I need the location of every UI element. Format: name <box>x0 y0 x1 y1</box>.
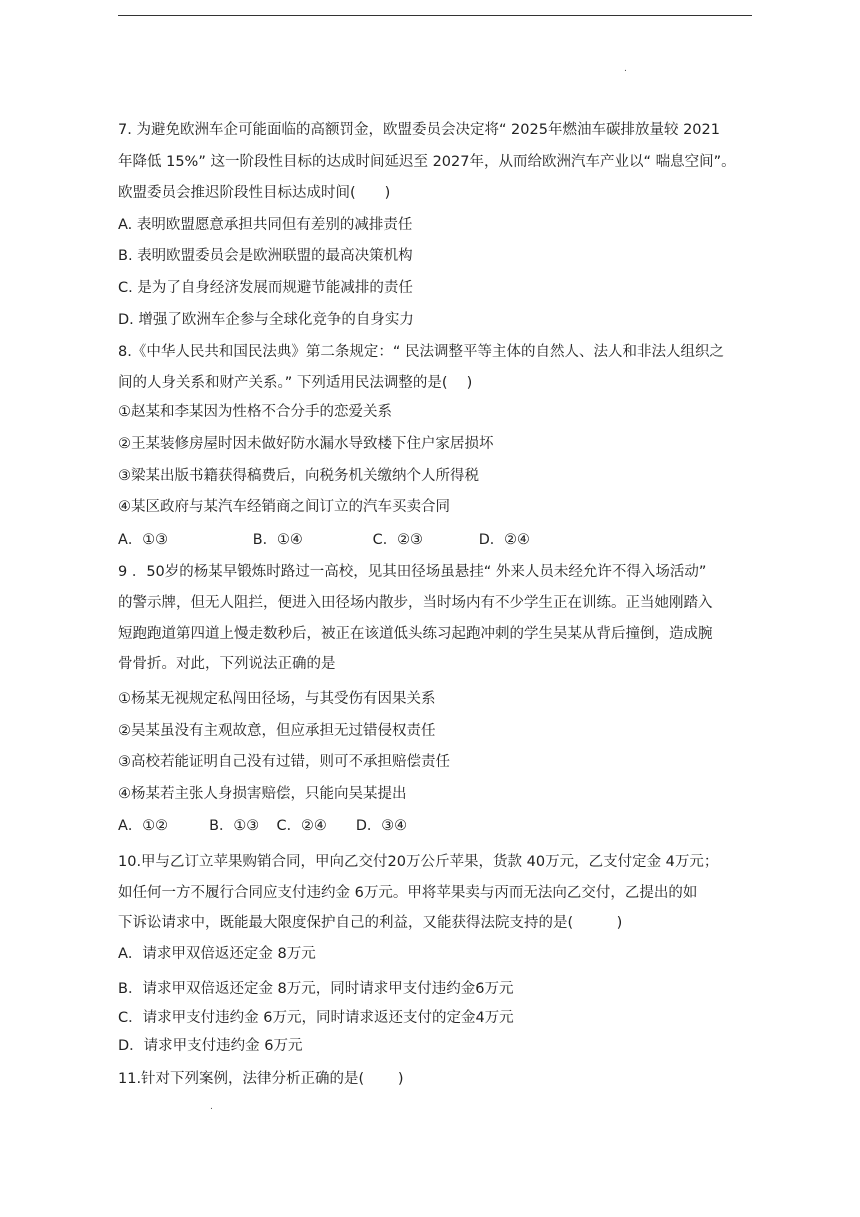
q10-stem-line-1: 10.甲与乙订立苹果购销合同，甲向乙交付20万公斤苹果，货款 40万元，乙支付定金 4万元； <box>118 854 719 870</box>
q8-item-2: ②王某装修房屋时因未做好防水漏水导致楼下住户家居损坏 <box>118 436 494 452</box>
q11-stem-line-1: 11.针对下列案例，法律分析正确的是( ) <box>118 1071 404 1087</box>
q7-option-a: A. 表明欧盟愿意承担共同但有差别的减排责任 <box>118 217 413 233</box>
q9-option-c: C．②④ <box>276 818 327 834</box>
q8-option-b: B．①④ <box>252 532 303 548</box>
q9-option-b: B．①③ <box>209 818 260 834</box>
q9-options-row <box>118 816 752 836</box>
q8-item-3: ③梁某出版书籍获得稿费后，向税务机关缴纳个人所得税 <box>118 468 479 484</box>
q8-option-d: D．②④ <box>478 532 530 548</box>
q9-item-1: ①杨某无视规定私闯田径场，与其受伤有因果关系 <box>118 691 436 707</box>
q10-option-c: C．请求甲支付违约金 6万元，同时请求返还支付的定金4万元 <box>118 1010 514 1026</box>
q8-option-a: A．①③ <box>118 532 168 548</box>
q9-option-a: A．①② <box>118 818 168 834</box>
q9-item-4: ④杨某若主张人身损害赔偿，只能向吴某提出 <box>118 786 407 802</box>
page-dot-top: . <box>624 64 627 74</box>
q7-stem-line-2: 年降低 15%” 这一阶段性目标的达成时间延迟至 2027年，从而给欧洲汽车产业以“ 喘息空间”。 <box>118 154 736 170</box>
q9-item-2: ②吴某虽没有主观故意，但应承担无过错侵权责任 <box>118 723 436 739</box>
q8-item-4: ④某区政府与某汽车经销商之间订立的汽车买卖合同 <box>118 499 450 515</box>
q9-item-3: ③高校若能证明自己没有过错，则可不承担赔偿责任 <box>118 754 450 770</box>
q7-option-c: C. 是为了自身经济发展而规避节能减排的责任 <box>118 280 413 296</box>
q8-option-c: C．②③ <box>372 532 423 548</box>
q8-stem-line-2: 间的人身关系和财产关系。” 下列适用民法调整的是( ) <box>118 375 473 391</box>
page-dot-bottom: . <box>210 1102 213 1112</box>
q10-stem-line-3: 下诉讼请求中，既能最大限度保护自己的利益，又能获得法院支持的是( ) <box>118 915 623 931</box>
q9-stem-line-3: 短跑跑道第四道上慢走数秒后，被正在该道低头练习起跑冲刺的学生吴某从背后撞倒，造成腕 <box>118 626 713 642</box>
q7-stem-line-1: 7. 为避免欧洲车企可能面临的高额罚金，欧盟委员会决定将“ 2025年燃油车碳排放量较 2021 <box>118 122 720 138</box>
q8-options-row <box>118 530 752 550</box>
q9-option-d: D．③④ <box>355 818 408 834</box>
q7-stem-line-3: 欧盟委员会推迟阶段性目标达成时间( ) <box>118 185 391 201</box>
q10-option-d: D．请求甲支付违约金 6万元 <box>118 1038 303 1054</box>
q8-item-1: ①赵某和李某因为性格不合分手的恋爱关系 <box>118 404 392 420</box>
q7-option-d: D. 增强了欧洲车企参与全球化竞争的自身实力 <box>118 312 414 328</box>
q8-stem-line-1: 8.《中华人民共和国民法典》第二条规定：“ 民法调整平等主体的自然人、法人和非法人组织之 <box>118 344 724 360</box>
header-rule <box>118 15 752 16</box>
q7-option-b: B. 表明欧盟委员会是欧洲联盟的最高决策机构 <box>118 248 413 264</box>
q9-stem-line-2: 的警示牌，但无人阻拦，便进入田径场内散步，当时场内有不少学生正在训练。正当她刚踏入 <box>118 595 713 611</box>
q10-option-a: A．请求甲双倍返还定金 8万元 <box>118 946 316 962</box>
q9-stem-line-1: 9 ．50岁的杨某早锻炼时路过一高校，见其田径场虽悬挂“ 外来人员未经允许不得入场活动” <box>118 564 707 580</box>
q9-stem-line-4: 骨骨折。对此，下列说法正确的是 <box>118 656 336 672</box>
q10-option-b: B．请求甲双倍返还定金 8万元，同时请求甲支付违约金6万元 <box>118 981 514 997</box>
q10-stem-line-2: 如任何一方不履行合同应支付违约金 6万元。甲将苹果卖与丙而无法向乙交付，乙提出的如 <box>118 885 698 901</box>
